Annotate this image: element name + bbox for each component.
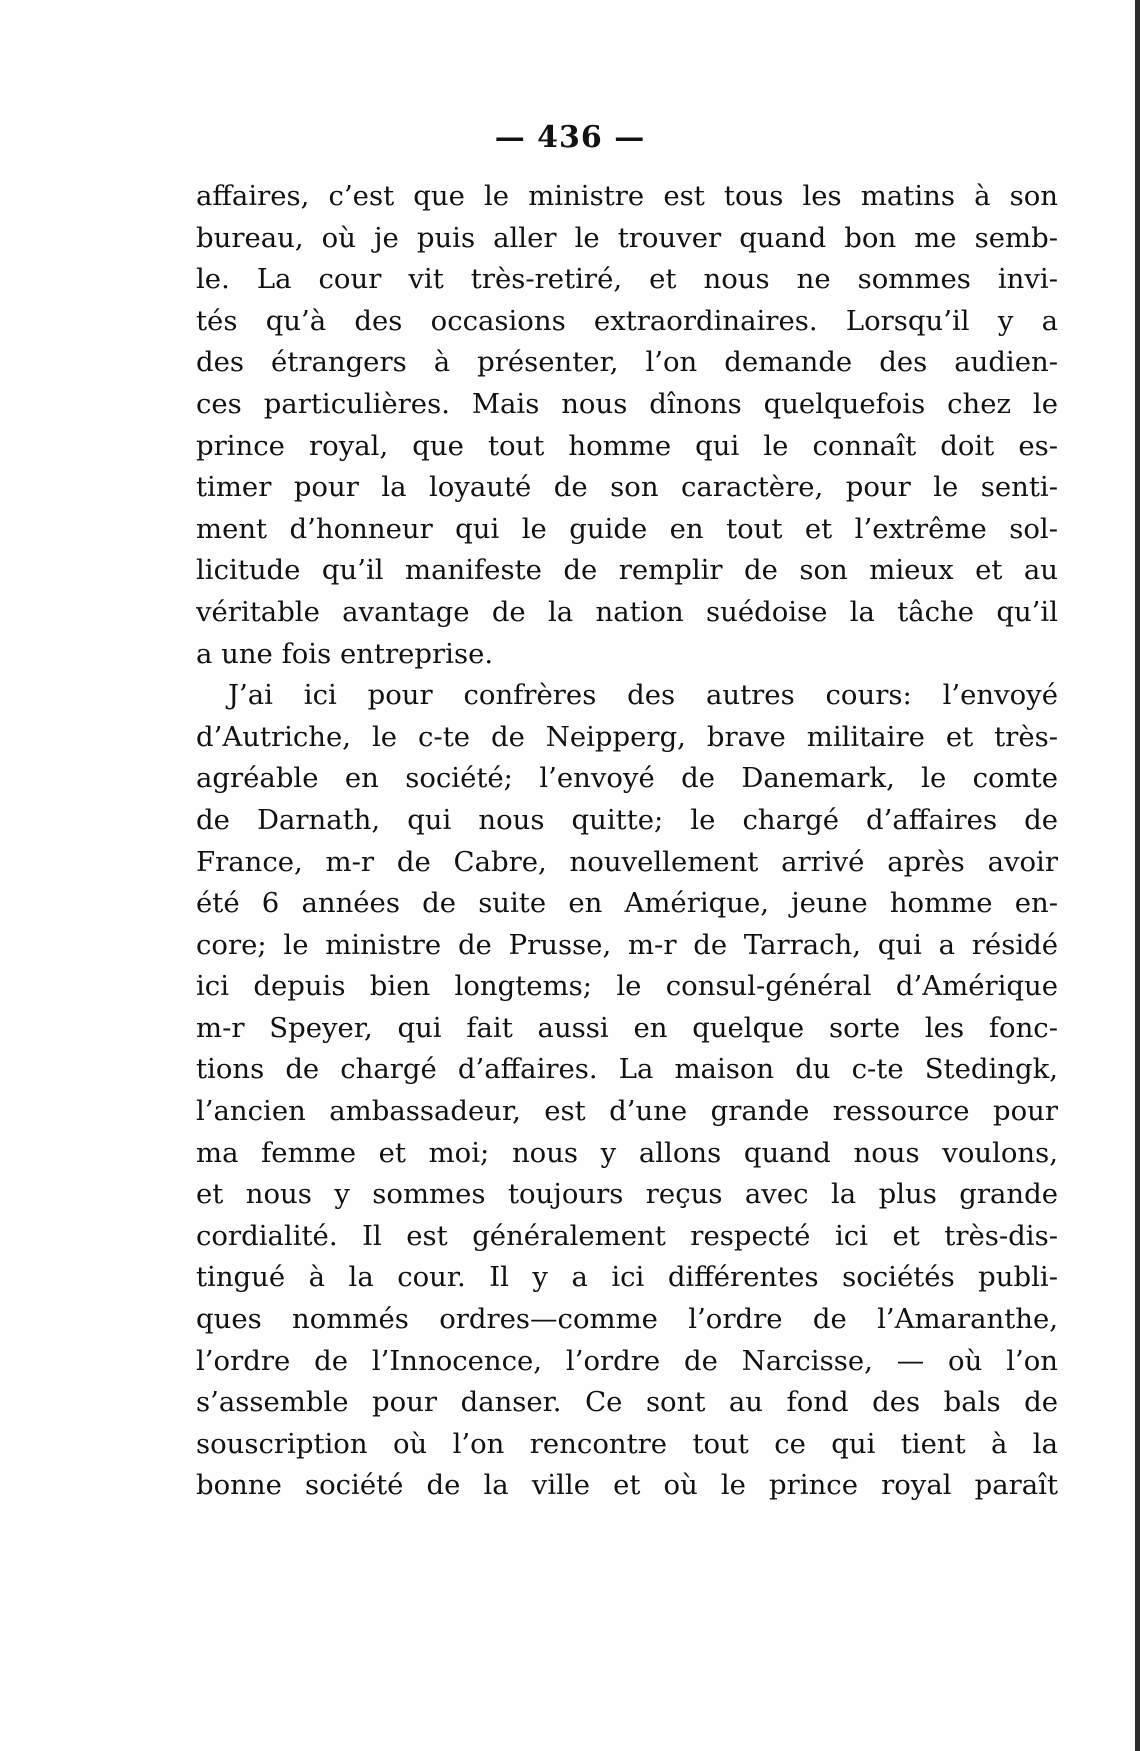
text-line: ques nommés ordres—comme l’ordre de l’Amaranthe, [196,1303,1058,1336]
text-line: timer pour la loyauté de son caractère, pour le senti- [196,471,1058,504]
text-line: licitude qu’il manifeste de remplir de son mieux et au [196,554,1058,587]
text-line: été 6 années de suite en Amérique, jeune homme en- [196,887,1058,920]
text-line: France, m-r de Cabre, nouvellement arrivé après avoir [196,845,1058,878]
text-line: bonne société de la ville et où le prince royal paraît [196,1469,1058,1502]
text-line: l’ordre de l’Innocence, l’ordre de Narcisse, — où l’on [196,1344,1058,1377]
page-text [196,176,1058,1507]
text-line: tingué à la cour. Il y a ici différentes sociétés publi- [196,1261,1058,1294]
text-line: prince royal, que tout homme qui le connaît doit es- [196,429,1058,462]
text-line: véritable avantage de la nation suédoise la tâche qu’il [196,595,1058,628]
text-line: cordialité. Il est généralement respecté ici et très-dis- [196,1219,1058,1252]
text-line: tions de chargé d’affaires. La maison du c-te Stedingk, [196,1053,1058,1086]
text-line: d’Autriche, le c-te de Neipperg, brave militaire et très- [196,720,1058,753]
text-line: a une fois entreprise. [196,637,494,670]
text-line: affaires, c’est que le ministre est tous les matins à son [196,180,1058,212]
text-line: des étrangers à présenter, l’on demande des audien- [196,346,1058,379]
text-line: de Darnath, qui nous quitte; le chargé d’affaires de [196,803,1058,836]
text-line: souscription où l’on rencontre tout ce qui tient à la [196,1427,1058,1460]
text-line: le. La cour vit très-retiré, et nous ne sommes invi- [196,263,1058,296]
text-line: ma femme et moi; nous y allons quand nous voulons, [196,1136,1058,1169]
text-line: m-r Speyer, qui fait aussi en quelque sorte les fonc- [196,1011,1058,1044]
text-line: l’ancien ambassadeur, est d’une grande ressource pour [196,1095,1058,1128]
text-line: core; le ministre de Prusse, m-r de Tarrach, qui a résidé [196,928,1058,961]
text-line: ces particulières. Mais nous dînons quelquefois chez le [196,387,1058,420]
text-line: bureau, où je puis aller le trouver quand bon me semb- [196,221,1058,254]
page-number: — 436 — [494,120,646,155]
text-line: tés qu’à des occasions extraordinaires. Lorsqu’il y a [196,304,1058,337]
text-line: ici depuis bien longtems; le consul-général d’Amérique [196,970,1058,1003]
text-line: ment d’honneur qui le guide en tout et l’extrême sol- [196,512,1058,545]
text-line: J’ai ici pour confrères des autres cours: l’envoyé [228,679,1058,712]
scan-edge-shadow [1135,0,1140,1751]
text-line: agréable en société; l’envoyé de Danemark, le comte [196,762,1058,795]
text-line: et nous y sommes toujours reçus avec la plus grande [196,1178,1058,1211]
text-line: s’assemble pour danser. Ce sont au fond des bals de [196,1386,1058,1419]
